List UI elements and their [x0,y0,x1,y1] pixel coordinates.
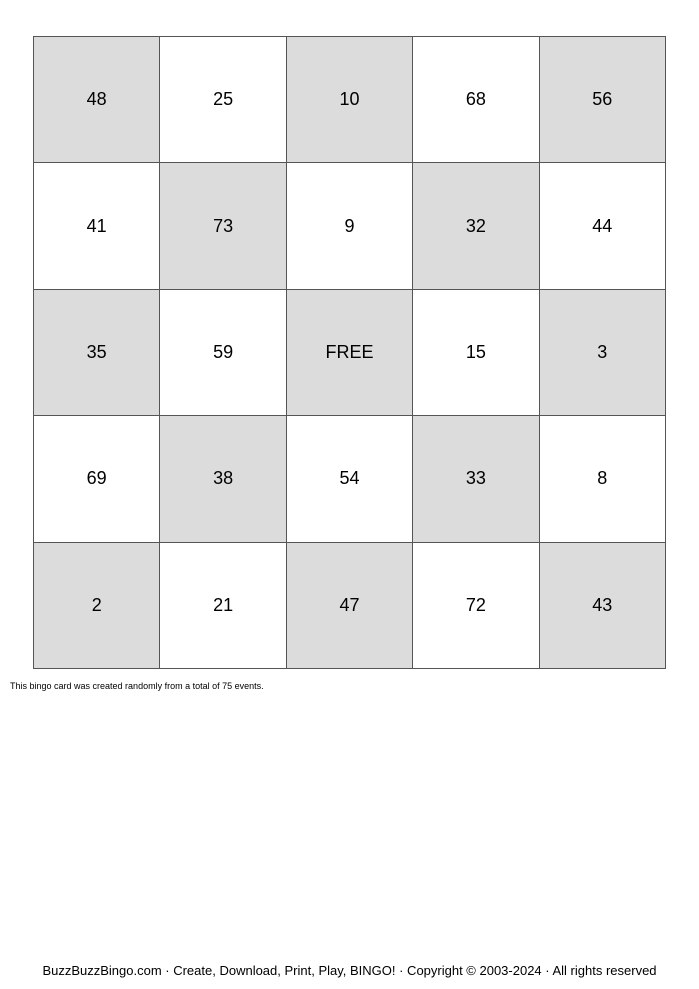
page-footer: BuzzBuzzBingo.com · Create, Download, Print, Play, BINGO! · Copyright © 2003-2024 · All rights reserved [42,963,657,978]
bingo-cell-free: FREE [287,290,413,416]
bingo-cell: 72 [413,543,539,669]
bingo-cell: 3 [540,290,666,416]
bingo-cell: 48 [34,37,160,163]
bingo-cell: 41 [34,163,160,289]
bingo-cell: 9 [287,163,413,289]
bingo-cell: 56 [540,37,666,163]
bingo-cell: 32 [413,163,539,289]
bingo-cell: 47 [287,543,413,669]
bingo-cell: 8 [540,416,666,542]
bingo-cell: 33 [413,416,539,542]
bingo-cell: 44 [540,163,666,289]
bingo-cell: 2 [34,543,160,669]
bingo-cell: 54 [287,416,413,542]
bingo-cell: 15 [413,290,539,416]
bingo-cell: 43 [540,543,666,669]
bingo-cell: 21 [160,543,286,669]
bingo-cell: 25 [160,37,286,163]
bingo-cell: 59 [160,290,286,416]
bingo-cell: 35 [34,290,160,416]
card-note: This bingo card was created randomly from a total of 75 events. [10,681,264,691]
bingo-cell: 69 [34,416,160,542]
bingo-card [33,36,666,669]
bingo-cell: 68 [413,37,539,163]
bingo-cell: 10 [287,37,413,163]
bingo-cell: 38 [160,416,286,542]
bingo-cell: 73 [160,163,286,289]
